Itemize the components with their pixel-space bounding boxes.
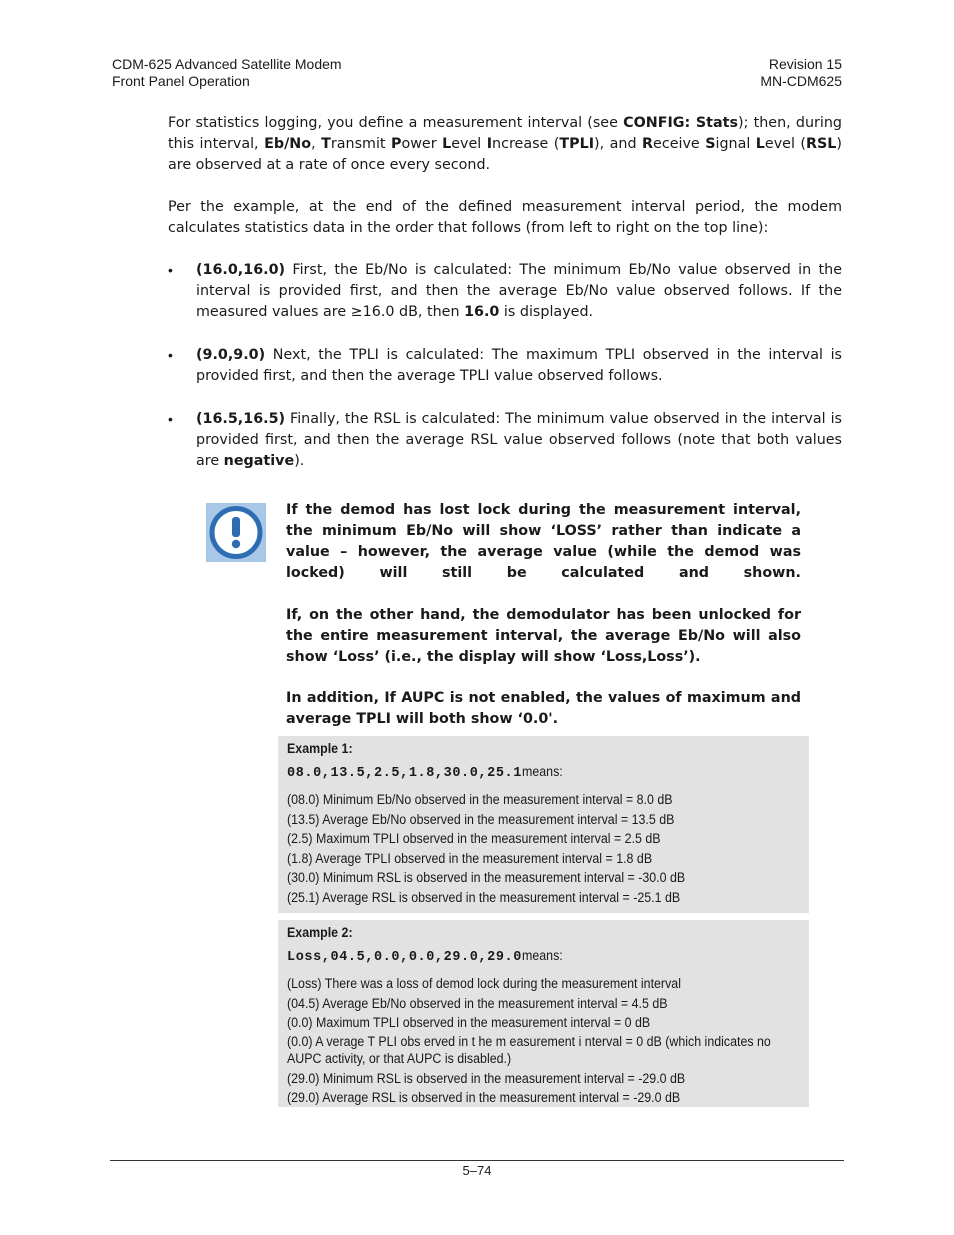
text-run: evel (: [764, 136, 806, 152]
text-run: ), and: [594, 136, 643, 152]
list-item: (25.1) Average RSL is observed in the measurement interval = -25.1 dB: [287, 889, 681, 905]
important-exclamation-icon: [206, 503, 266, 562]
bullet-dot-icon: •: [168, 347, 173, 363]
acronym-letter: P: [391, 136, 402, 152]
list-item: (08.0) Minimum Eb/No observed in the measurement interval = 8.0 dB: [287, 792, 673, 807]
text-run: For statistics logging, you define a measurement interval (see: [168, 115, 624, 131]
example-1-box: [278, 736, 809, 913]
bullet-text: [196, 260, 842, 323]
bullet-lead: (16.0,16.0): [196, 262, 286, 278]
example-intro-paragraph: Per the example, at the end of the defined measurement interval period, the modem calculates statistics data in the order that follows (from left to right on the top line):: [168, 199, 842, 236]
footer-divider: [110, 1160, 844, 1161]
bullet-lead: (16.5,16.5): [196, 411, 286, 427]
text-run: Next, the TPLI is calculated: The maximum TPLI observed in the interval is provided first, and then the average TPLI value observed follows.: [196, 347, 842, 384]
note-paragraph-unlocked: If, on the other hand, the demodulator has been unlocked for the entire measurement interval, the average Eb/No will also show ‘Loss’ (i.e., the display will show ‘Loss,Loss’).: [286, 607, 801, 665]
term-ebno: Eb/No: [264, 136, 312, 152]
list-item: (2.5) Maximum TPLI observed in the measurement interval = 2.5 dB: [287, 831, 661, 846]
display-readout: Loss,04.5,0.0,0.0,29.0,29.0: [287, 950, 522, 965]
chapter-title: Front Panel Operation: [112, 72, 250, 89]
acronym-letter: L: [755, 136, 765, 152]
example-2-box: [278, 920, 809, 1107]
text-run-bold: 16.0: [464, 304, 500, 320]
text-run-bold: negative: [223, 453, 295, 469]
bullet-lead: (9.0,9.0): [196, 347, 266, 363]
list-item: (30.0) Minimum RSL is observed in the measurement interval = -30.0 dB: [287, 870, 686, 885]
bullet-text: [196, 345, 842, 387]
text-run: First, the Eb/No is calculated: The minimum Eb/No value observed in the interval is provided first, and then the average Eb/No value observed follows. If the measured values are ≥16.0 dB, then: [196, 262, 842, 320]
document-number: MN-CDM625: [760, 72, 842, 89]
text-run: Finally, the RSL is calculated: The minimum value observed in the interval is provided first, and then the average RSL value observed follows (note that both values are: [196, 411, 842, 469]
example-title: Example 2:: [287, 925, 353, 940]
page-number: 5–74: [462, 1163, 492, 1178]
term-tpli: TPLI: [559, 136, 595, 152]
running-header-left: [112, 56, 342, 89]
acronym-letter: T: [321, 136, 331, 152]
list-item: (13.5) Average Eb/No observed in the measurement interval = 13.5 dB: [287, 811, 675, 827]
note-paragraph-loss: If the demod has lost lock during the measurement interval, the minimum Eb/No will show ‘LOSS’ rather than indicate a value – however, the average value (while the demod was locked) will still be calculated and shown.: [286, 502, 801, 581]
text-run: ) are observed at a rate of once every second.: [168, 136, 842, 173]
note-paragraph-aupc: In addition, If AUPC is not enabled, the values of maximum and average TPLI will both show ‘0.0'.: [286, 690, 801, 727]
list-item: (29.0) Average RSL is observed in the measurement interval = -29.0 dB: [287, 1090, 681, 1105]
text-run: ).: [294, 453, 305, 469]
means-label: means:: [521, 764, 563, 779]
display-readout: 08.0,13.5,2.5,1.8,30.0,25.1: [287, 766, 522, 781]
text-run: ncrease (: [492, 136, 560, 152]
example-title: Example 1:: [287, 741, 353, 756]
text-run: evel: [451, 136, 487, 152]
text-run: eceive: [653, 136, 706, 152]
text-run: is displayed.: [499, 304, 594, 320]
example-explanation-list: [287, 790, 800, 907]
text-run: ); then, during this interval,: [168, 115, 842, 152]
bullet-dot-icon: •: [168, 262, 173, 278]
running-header-right: [760, 56, 842, 89]
term-rsl: RSL: [806, 136, 837, 152]
intro-paragraph: [168, 113, 842, 176]
list-item: (1.8) Average TPLI observed in the measurement interval = 1.8 dB: [287, 850, 653, 866]
list-item: (0.0) Maximum TPLI observed in the measurement interval = 0 dB: [287, 1015, 651, 1030]
text-run: ignal: [715, 136, 756, 152]
list-item: (29.0) Minimum RSL is observed in the measurement interval = -29.0 dB: [287, 1070, 686, 1086]
list-item: (0.0) A verage T PLI obs erved in t he m easurement i nterval = 0 dB (which indicates no AUPC activity, or that AUPC is disabled.): [287, 1033, 771, 1066]
bullet-dot-icon: •: [168, 411, 173, 427]
list-item: (Loss) There was a loss of demod lock during the measurement interval: [287, 976, 681, 991]
text-run: ,: [311, 136, 322, 152]
example-code-line: [287, 948, 800, 966]
text-run: ower: [401, 136, 443, 152]
example-explanation-list: [287, 974, 800, 1108]
bullet-text: [196, 409, 842, 472]
revision-label: Revision 15: [768, 56, 842, 72]
acronym-letter: I: [486, 136, 493, 152]
acronym-letter: L: [442, 136, 452, 152]
menu-reference: CONFIG: Stats: [623, 115, 738, 131]
acronym-letter: R: [642, 136, 654, 152]
example-code-line: [287, 764, 800, 782]
manual-title: CDM-625 Advanced Satellite Modem: [112, 56, 342, 72]
acronym-letter: S: [705, 136, 716, 152]
text-run: ransmit: [330, 136, 391, 152]
means-label: means:: [521, 948, 563, 963]
list-item: (04.5) Average Eb/No observed in the measurement interval = 4.5 dB: [287, 995, 668, 1011]
